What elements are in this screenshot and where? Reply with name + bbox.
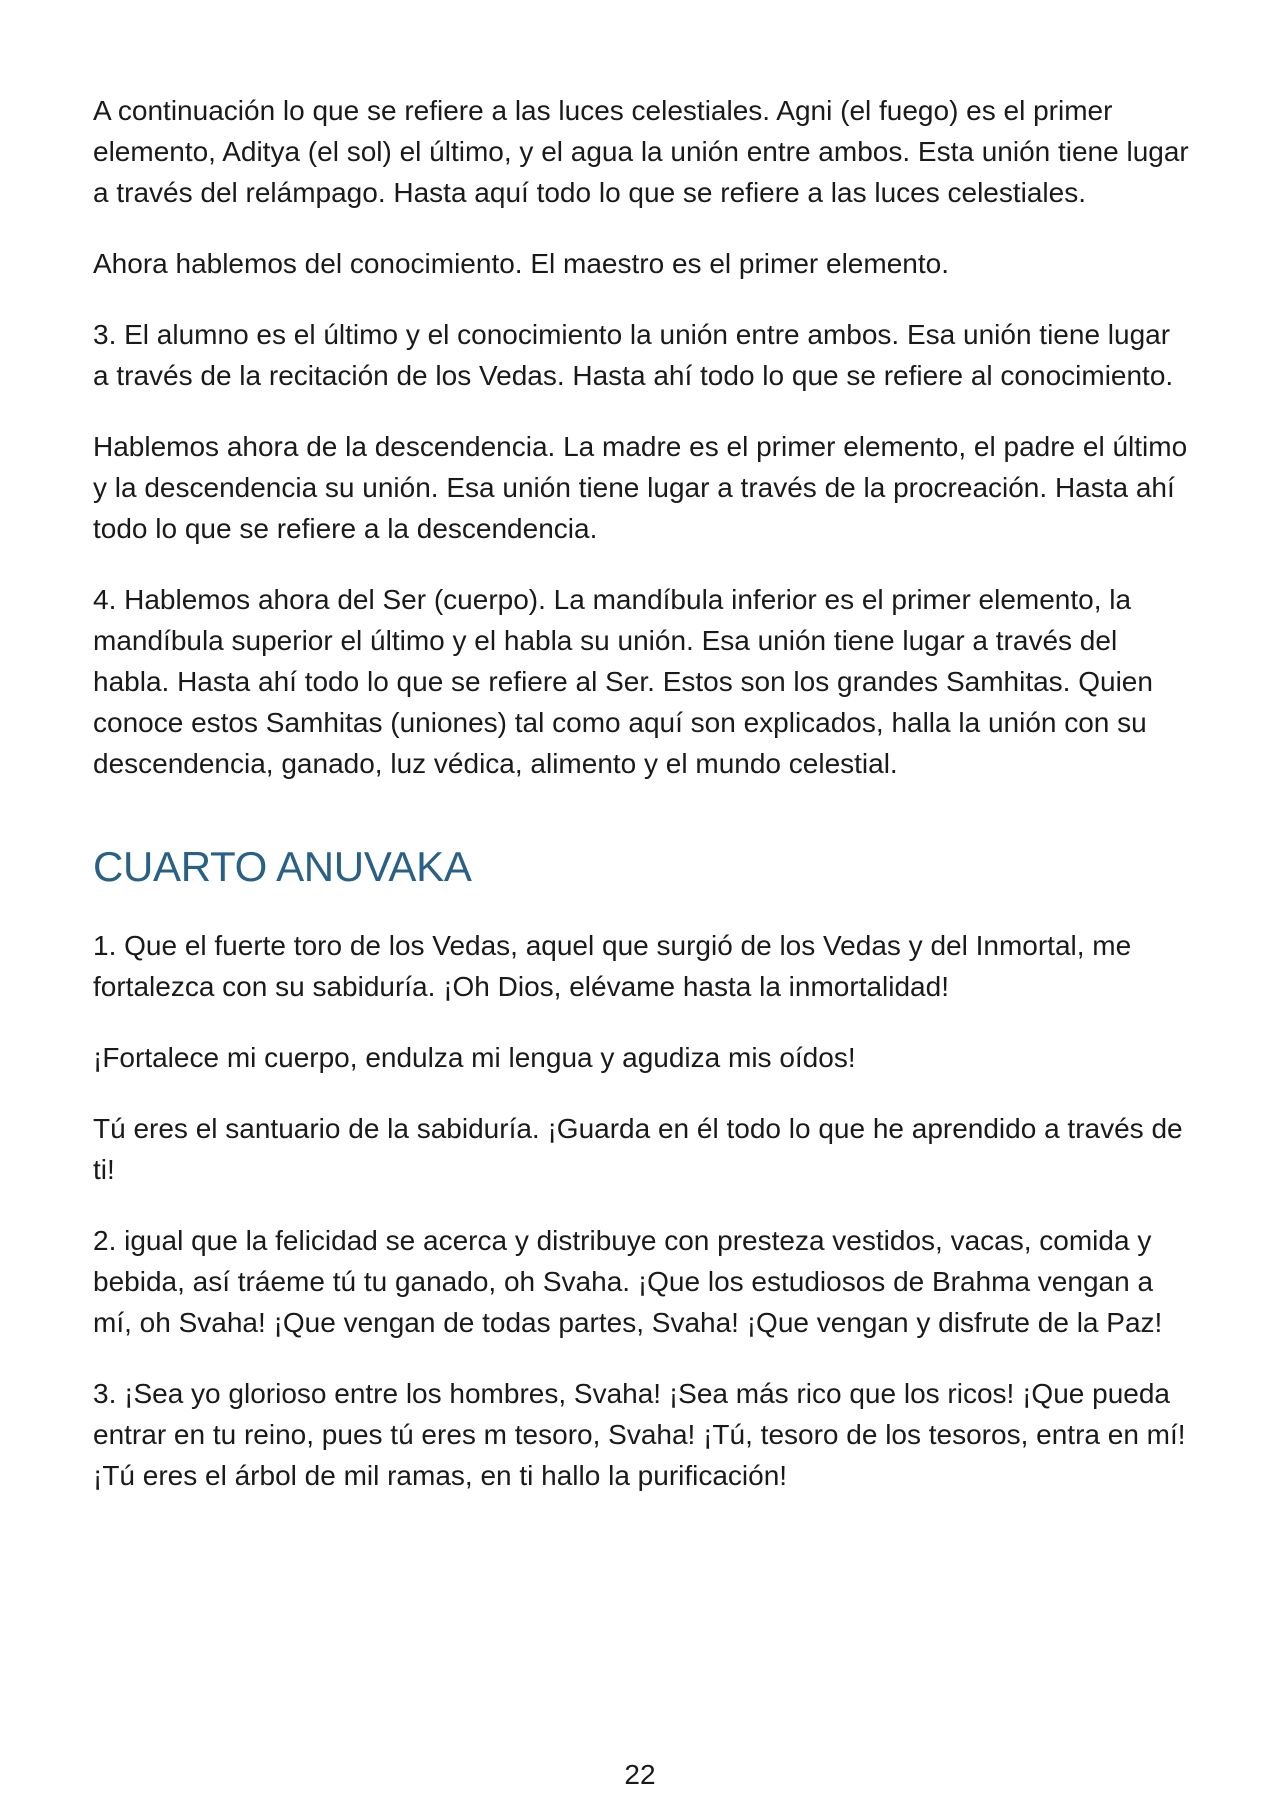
page-content [93,90,1193,1526]
paragraph-verse-3-alumno: 3. El alumno es el último y el conocimiento la unión entre ambos. Esa unión tiene lugar a través de la recitación de los Vedas. Hasta ahí todo lo que se refiere al conocimiento. [93,319,1174,391]
section-heading: CUARTO ANUVAKA [93,843,472,890]
paragraph-verse-3-glorioso: 3. ¡Sea yo glorioso entre los hombres, Svaha! ¡Sea más rico que los ricos! ¡Que pueda entrar en tu reino, pues tú eres m tesoro, Svaha! ¡Tú, tesoro de los tesoros, entra en mí! ¡Tú eres el árbol de mil ramas, en ti hallo la purificación! [93,1378,1186,1491]
page-number: 22 [624,1759,656,1790]
paragraph-santuario: Tú eres el santuario de la sabiduría. ¡Guarda en él todo lo que he aprendido a través de ti! [93,1113,1183,1185]
paragraph-fortalece: ¡Fortalece mi cuerpo, endulza mi lengua y agudiza mis oídos! [93,1042,856,1073]
paragraph-verse-2-felicidad: 2. igual que la felicidad se acerca y distribuye con presteza vestidos, vacas, comida y bebida, así tráeme tú tu ganado, oh Svaha. ¡Que los estudiosos de Brahma vengan a mí, oh Svaha! ¡Que vengan de todas partes, Svaha! ¡Que vengan y disfrute de la Paz! [93,1225,1163,1338]
paragraph-conocimiento-intro: Ahora hablemos del conocimiento. El maestro es el primer elemento. [93,248,949,279]
paragraph-luces-celestiales: A continuación lo que se refiere a las luces celestiales. Agni (el fuego) es el primer elemento, Aditya (el sol) el último, y el agua la unión entre ambos. Esta unión tiene lugar a través del relámpago. Hasta aquí todo lo que se refiere a las luces celestiales. [93,95,1189,208]
paragraph-verse-4-ser: 4. Hablemos ahora del Ser (cuerpo). La mandíbula inferior es el primer elemento, la mandíbula superior el último y el habla su unión. Esa unión tiene lugar a través del habla. Hasta ahí todo lo que se refiere al Ser. Estos son los grandes Samhitas. Quien conoce estos Samhitas (uniones) tal como aquí son explicados, halla la unión con su descendencia, ganado, luz védica, alimento y el mundo celestial. [93,584,1153,779]
paragraph-verse-1-toro: 1. Que el fuerte toro de los Vedas, aquel que surgió de los Vedas y del Inmortal, me fortalezca con su sabiduría. ¡Oh Dios, elévame hasta la inmortalidad! [93,930,1132,1002]
paragraph-descendencia: Hablemos ahora de la descendencia. La madre es el primer elemento, el padre el último y la descendencia su unión. Esa unión tiene lugar a través de la procreación. Hasta ahí todo lo que se refiere a la descendencia. [93,431,1188,544]
